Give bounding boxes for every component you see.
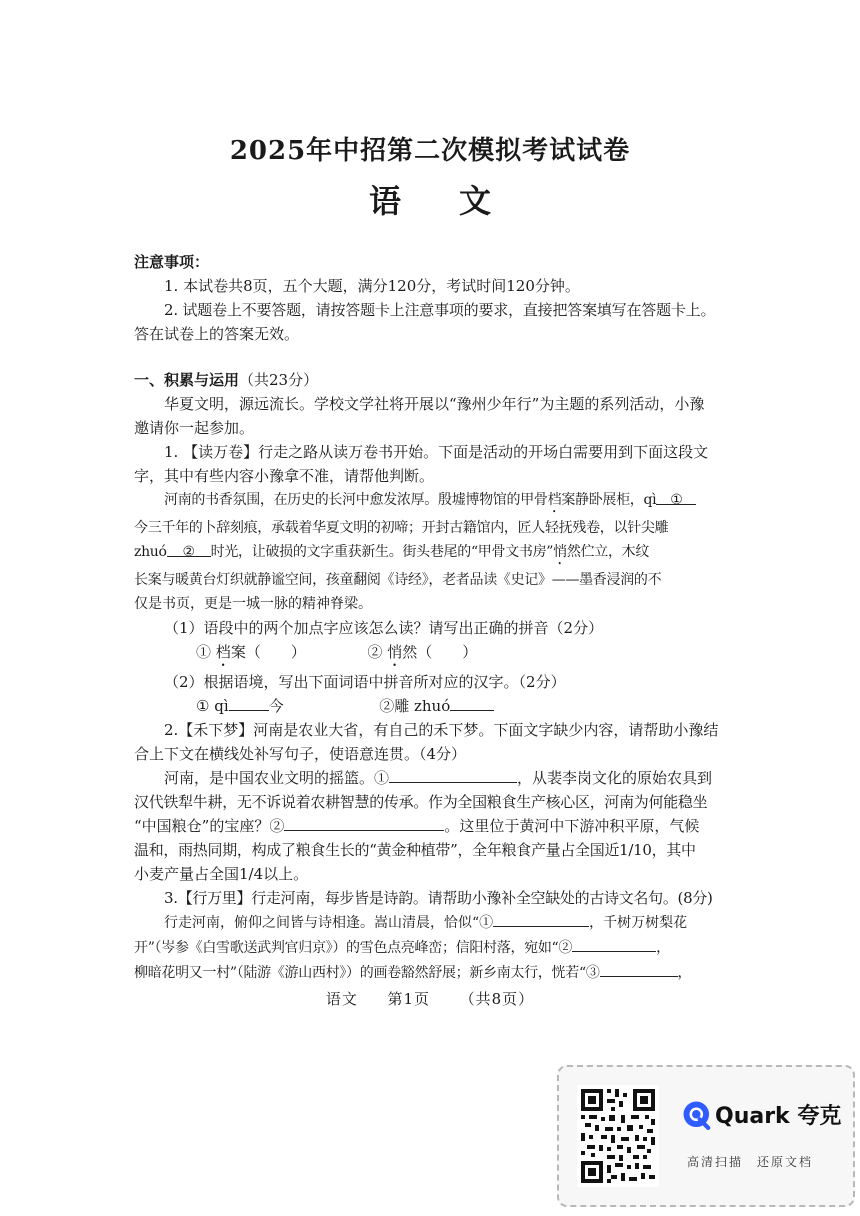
q1-sub-1: （1）语段中的两个加点字应该怎么读？请写出正确的拼音（2分） — [164, 619, 604, 637]
notice-item-2-cont: 答在试卷上的答案无效。 — [134, 325, 300, 343]
dotted-char: 悄 — [387, 643, 403, 661]
q3-para-1 — [134, 910, 730, 935]
answer-1[interactable] — [196, 643, 306, 661]
passage-line-4: 长案与暖黄台灯织就静谧空间，孩童翻阅《诗经》，老者品读《史记》——墨香浸润的不 — [134, 572, 662, 588]
intro-line-2: 邀请你一起参加。 — [134, 419, 255, 437]
q3-para-3 — [134, 960, 730, 985]
answer-blank: 案（ ） — [230, 643, 306, 661]
notice-item-1: 1. 本试卷共8页，五个大题，满分120分，考试时间120分钟。 — [164, 277, 580, 295]
section-1 — [134, 368, 730, 985]
notice-section — [134, 250, 730, 346]
blank-1[interactable]: ① — [656, 488, 696, 505]
quark-logo-icon — [681, 1099, 715, 1133]
word-char: 今 — [268, 697, 284, 715]
pinyin-label: ① qì — [196, 697, 229, 715]
q1-prompt-cont: 字，其中有些内容小豫拿不准，请帮他判断。 — [134, 467, 435, 485]
passage-text: ， — [677, 965, 692, 981]
section-1-title: 一、积累与运用 — [134, 371, 240, 389]
section-1-score: （共23分） — [239, 371, 319, 389]
passage-line-3 — [134, 540, 730, 568]
passage-line-5: 仅是书页，更是一城一脉的精神脊梁。 — [134, 596, 372, 612]
passage-text: ，从裴李岗文化的原始农具到 — [517, 769, 713, 787]
q2-prompt: 2.【禾下梦】河南是农业大省，有自己的禾下梦。下面文字缺少内容，请帮助小豫结 — [164, 721, 719, 739]
answer-blank[interactable] — [389, 766, 517, 783]
q1-sub-2: （2）根据语境，写出下面词语中拼音所对应的汉字。（2分） — [164, 673, 566, 691]
passage-text: ， — [656, 940, 670, 956]
passage-text: 行走河南，俯仰之间皆与诗相逢。嵩山清晨，恰似“① — [164, 915, 494, 931]
q1-prompt: 1. 【读万卷】行走之路从读万卷书开始。下面是活动的开场白需要用到下面这段文 — [164, 443, 709, 461]
section-1-heading — [134, 368, 730, 392]
q2-para-1 — [134, 766, 730, 790]
footer-subject: 语文 — [325, 990, 358, 1008]
blank-2[interactable]: ② — [167, 540, 211, 557]
passage-text: 河南的书香氛围，在历史的长河中愈发浓厚。殷墟博物馆的甲骨 — [164, 492, 548, 508]
intro-line-1: 华夏文明，源远流长。学校文学社将开展以“豫州少年行”为主题的系列活动，小豫 — [164, 395, 705, 413]
page-footer — [0, 988, 860, 1009]
answer-blank[interactable] — [600, 960, 678, 977]
passage-line-1 — [134, 488, 730, 516]
dotted-char-2: 悄 — [553, 544, 567, 560]
answer-2[interactable] — [367, 643, 477, 661]
passage-text: 柳暗花明又一村”（陆游《游山西村》）的画卷豁然舒展；新乡南太行，恍若“③ — [134, 965, 600, 981]
exam-title: 2025年中招第二次模拟考试试卷 — [229, 136, 631, 166]
notice-heading: 注意事项： — [134, 253, 210, 271]
quark-brand: Quark 夸克 — [715, 1104, 842, 1129]
qr-code-icon — [577, 1085, 659, 1187]
passage-text: 河南，是中国农业文明的摇篮。① — [164, 769, 390, 787]
passage-text: “中国粮仓”的宝座？② — [134, 817, 285, 835]
q2-prompt-cont: 合上下文在横线处补写句子，使语意连贯。（4分） — [134, 745, 467, 763]
answer-blank[interactable] — [450, 694, 494, 711]
answer-blank[interactable] — [229, 694, 269, 711]
subject-title: 语文 — [368, 182, 549, 220]
answer-blank[interactable] — [284, 814, 444, 831]
q3-para-2 — [134, 935, 730, 960]
q1-sub-1-answers — [134, 640, 730, 670]
answer-number: ① — [196, 643, 212, 661]
passage-text: 然伫立，木纹 — [566, 544, 650, 560]
dotted-char: 档 — [215, 643, 231, 661]
passage-text: 案静卧展柜，qì — [561, 492, 657, 508]
answer-blank[interactable] — [493, 910, 589, 927]
footer-page-number: 第1页 — [387, 990, 430, 1008]
notice-item-2: 2. 试题卷上不要答题，请按答题卡上注意事项的要求，直接把答案填写在答题卡上。 — [164, 301, 716, 319]
passage-text: 开”（岑参《白雪歌送武判官归京》）的雪色点亮峰峦；信阳村落，宛如“② — [134, 940, 573, 956]
dotted-char-1: 档 — [547, 492, 562, 508]
passage-text: 时光，让破损的文字重获新生。街头巷尾的“甲骨文书房” — [210, 544, 554, 560]
q3-prompt: 3.【行万里】行走河南，每步皆是诗韵。请帮助小豫补全空缺处的古诗文名句。(8分) — [164, 889, 713, 907]
answer-number: ② — [367, 643, 383, 661]
pinyin-label: ②雕 zhuó — [379, 697, 451, 715]
passage-text: 。这里位于黄河中下游冲积平原，气候 — [444, 817, 700, 835]
quark-slogan: 高清扫描 还原文档 — [687, 1155, 814, 1169]
quark-watermark[interactable] — [557, 1065, 855, 1207]
q2-para-5: 小麦产量占全国1/4以上。 — [134, 865, 309, 883]
q2-para-2: 汉代铁犁牛耕，无不诉说着农耕智慧的传承。作为全国粮食生产核心区，河南为何能稳坐 — [134, 793, 708, 811]
q2-para-4: 温和，雨热同期，构成了粮食生长的“黄金种植带”，全年粮食产量占全国近1/10，其中 — [134, 841, 696, 859]
passage-text: zhuó — [134, 544, 167, 560]
answer-blank: 然（ ） — [402, 643, 478, 661]
passage-line-2: 今三千年的卜辞刻痕，承载着华夏文明的初啼；开封古籍馆内，匠人轻抚残卷，以针尖雕 — [134, 520, 669, 536]
answer-blank[interactable] — [572, 935, 656, 952]
passage-text: ，千树万树梨花 — [589, 915, 688, 931]
footer-total-pages: （共8页） — [459, 990, 535, 1008]
q1-sub-2-answers — [134, 694, 730, 718]
q2-para-3 — [134, 814, 730, 838]
